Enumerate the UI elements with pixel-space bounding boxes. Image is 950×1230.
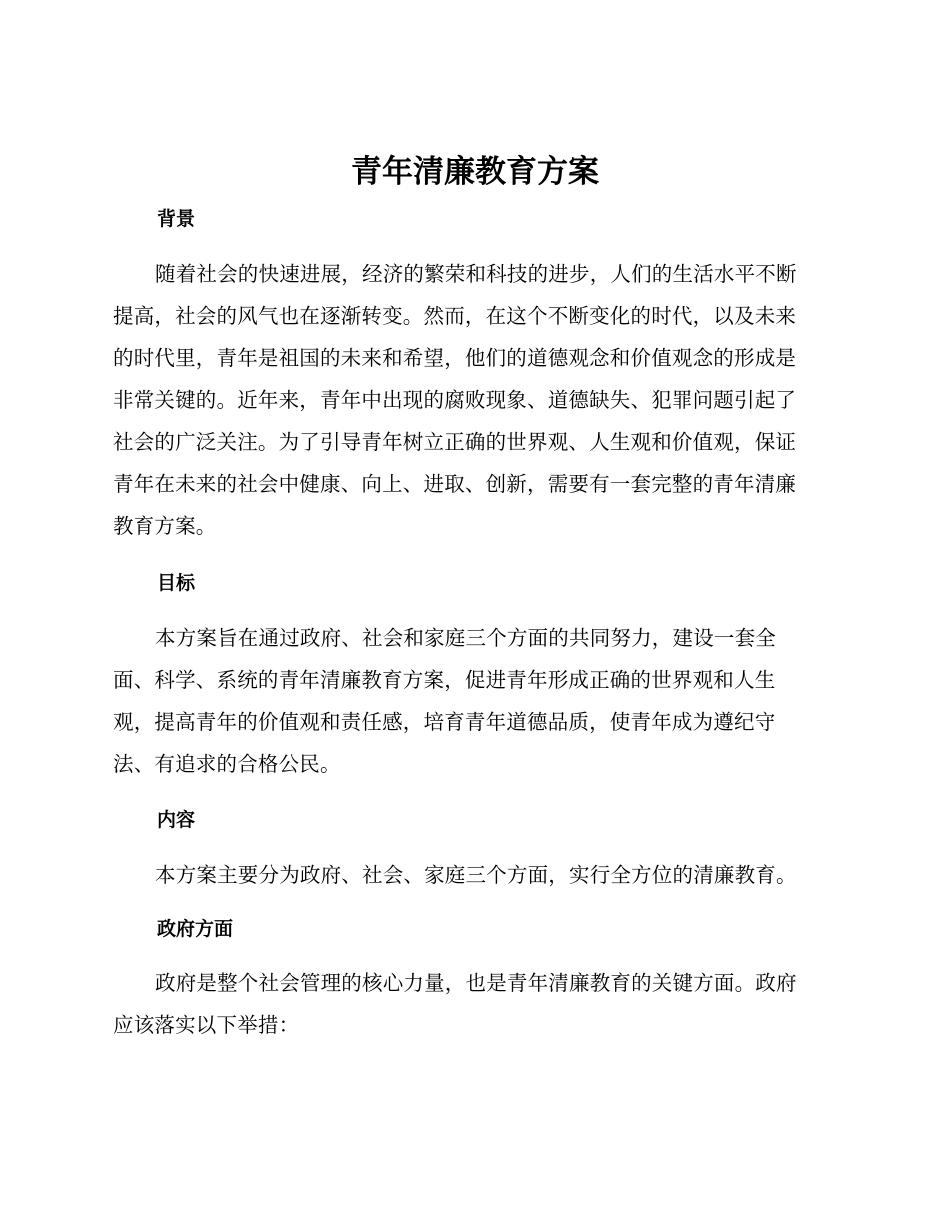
paragraph-line: 应该落实以下举措： bbox=[113, 1013, 300, 1037]
paragraph-line: 政府是整个社会管理的核心力量，也是青年清廉教育的关键方面。政府 bbox=[155, 971, 797, 995]
paragraph-line: 随着社会的快速进展，经济的繁荣和科技的进步，人们的生活水平不断 bbox=[155, 262, 797, 286]
paragraph-line: 青年在未来的社会中健康、向上、进取、创新，需要有一套完整的青年清廉 bbox=[113, 472, 797, 496]
section-paragraph-background bbox=[113, 253, 833, 547]
paragraph-line: 教育方案。 bbox=[113, 514, 217, 538]
paragraph-line: 观，提高青年的价值观和责任感，培育青年道德品质，使青年成为遵纪守 bbox=[113, 710, 776, 734]
section-heading-background: 背景 bbox=[157, 208, 196, 230]
paragraph-line: 提高，社会的风气也在逐渐转变。然而，在这个不断变化的时代，以及未来 bbox=[113, 304, 797, 328]
paragraph-line: 非常关键的。近年来，青年中出现的腐败现象、道德缺失、犯罪问题引起了 bbox=[113, 388, 797, 412]
paragraph-line: 社会的广泛关注。为了引导青年树立正确的世界观、人生观和价值观，保证 bbox=[113, 430, 797, 454]
document-title: 青年清廉教育方案 bbox=[351, 154, 599, 190]
section-paragraph-government bbox=[113, 962, 833, 1046]
paragraph-line: 面、科学、系统的青年清廉教育方案，促进青年形成正确的世界观和人生 bbox=[113, 668, 776, 692]
paragraph-line: 法、有追求的合格公民。 bbox=[113, 752, 341, 776]
section-heading-government: 政府方面 bbox=[157, 918, 234, 940]
section-paragraph-goal bbox=[113, 617, 833, 785]
section-heading-goal: 目标 bbox=[157, 572, 196, 594]
section-paragraph-content bbox=[113, 854, 833, 896]
paragraph-line: 的时代里，青年是祖国的未来和希望，他们的道德观念和价值观念的形成是 bbox=[113, 346, 797, 370]
paragraph-line: 本方案主要分为政府、社会、家庭三个方面，实行全方位的清廉教育。 bbox=[155, 863, 797, 887]
section-heading-content: 内容 bbox=[157, 809, 196, 831]
paragraph-line: 本方案旨在通过政府、社会和家庭三个方面的共同努力，建设一套全 bbox=[155, 626, 776, 650]
